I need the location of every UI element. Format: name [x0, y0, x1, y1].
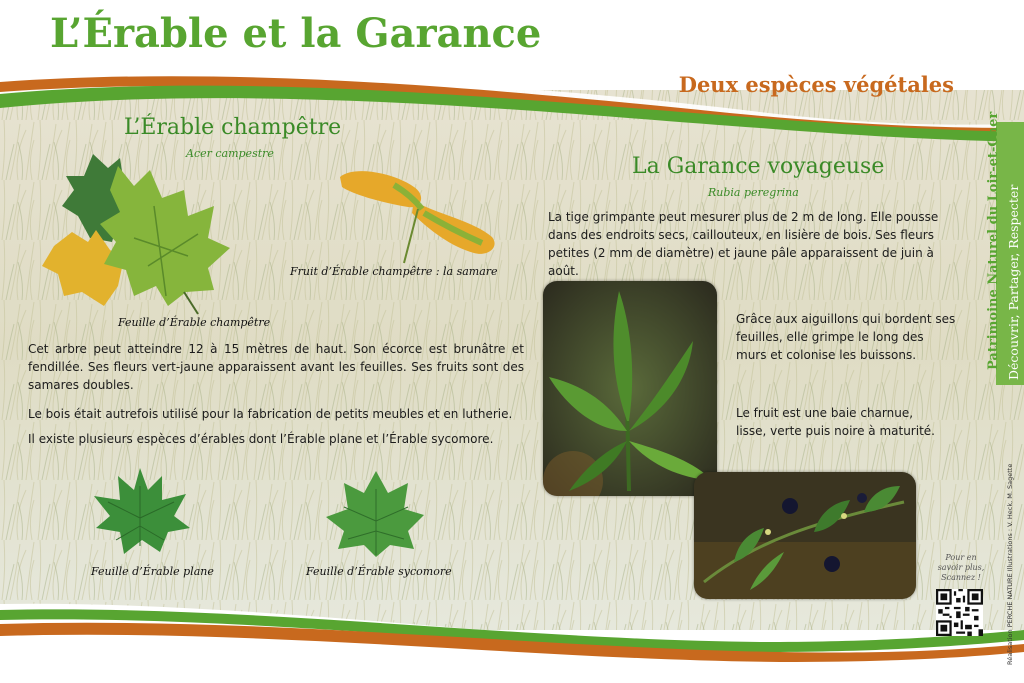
erable-sycomore-caption: Feuille d’Érable sycomore: [306, 565, 452, 578]
erable-wood-use: Le bois était autrefois utilisé pour la fabrication de petits meubles et en lutherie.: [28, 407, 513, 421]
erable-sycomore-leaf-illustration: [324, 467, 426, 557]
garance-description: La tige grimpante peut mesurer plus de 2 m de long. Elle pousse dans des endroits secs, caillouteux, en lisière de bois. Ses fleurs petites (2 mm de diamètre) et jaune pâle apparaissent de juin à août.: [548, 210, 939, 278]
erable-plane-caption: Feuille d’Érable plane: [91, 565, 214, 578]
sidebar-motto: Découvrir, Partager, Respecter: [1006, 184, 1021, 380]
credits: Réalisation PERCHE NATURE Illustrations : V. Heck, M. Sagette: [1006, 463, 1014, 665]
garance-berries-photo: [694, 472, 916, 599]
samare-fruit-illustration: [334, 165, 500, 265]
garance-fruit-text: Le fruit est une baie charnue, lisse, verte puis noire à maturité.: [736, 406, 935, 438]
erable-champetre-leaf-illustration: [38, 146, 238, 316]
garance-heading: La Garance voyageuse: [632, 154, 885, 179]
page-title: L’Érable et la Garance: [50, 10, 542, 57]
erable-heading: L’Érable champêtre: [124, 115, 342, 140]
garance-latin-name: Rubia peregrina: [708, 186, 799, 199]
garance-leaves-photo: [543, 281, 717, 496]
erable-plane-leaf-illustration: [90, 466, 192, 556]
erable-description: Cet arbre peut atteindre 12 à 15 mètres de haut. Son écorce est brunâtre et fendillée. Ses fleurs vert-jaune apparaissent avant les feuilles. Ses fruits sont des samares doubles.: [28, 342, 524, 392]
samare-caption: Fruit d’Érable champêtre : la samare: [290, 265, 498, 278]
page-subtitle: Deux espèces végétales: [678, 72, 954, 97]
sidebar-organisation: Patrimoine Naturel du Loir-et-Cher: [986, 111, 1001, 370]
qr-label: Pour en savoir plus, Scannez !: [937, 553, 985, 582]
qr-code[interactable]: [936, 589, 983, 636]
erable-latin-name: Acer campestre: [186, 147, 274, 160]
erable-species-note: Il existe plusieurs espèces d’érables dont l’Érable plane et l’Érable sycomore.: [28, 432, 494, 446]
garance-climbing-text: Grâce aux aiguillons qui bordent ses feuilles, elle grimpe le long des murs et colonise les buissons.: [736, 312, 956, 362]
erable-leaf-caption: Feuille d’Érable champêtre: [118, 316, 271, 329]
